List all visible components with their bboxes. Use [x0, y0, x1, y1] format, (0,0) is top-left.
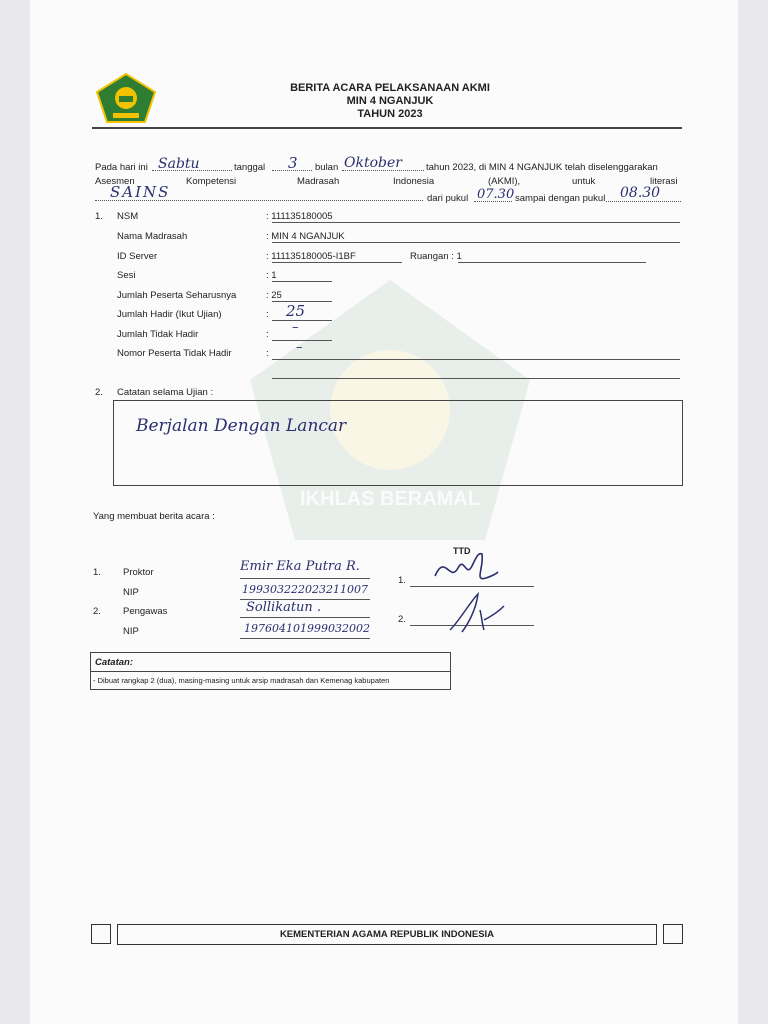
pukul-dari-value: 07.30	[477, 187, 515, 202]
pengawas-name-line	[240, 617, 370, 618]
row-line-sesi	[272, 281, 332, 282]
catatan-text: - Dibuat rangkap 2 (dua), masing-masing untuk arsip madrasah dan Kemenag kabupaten	[93, 676, 390, 685]
row-line-nama	[272, 242, 680, 243]
row-label-nomor-tidak-hadir: Nomor Peserta Tidak Hadir	[117, 348, 232, 359]
catatan-ujian-note: Berjalan Dengan Lancar	[136, 416, 347, 436]
signature-proktor	[430, 548, 500, 590]
intro-word-indonesia: Indonesia	[393, 176, 435, 187]
pengawas-nip: 197604101999032002	[244, 622, 370, 635]
row-label-seharusnya: Jumlah Peserta Seharusnya	[117, 290, 237, 301]
section2-number: 2.	[95, 387, 103, 398]
pengawas-nip-label: NIP	[123, 626, 139, 637]
proktor-label: Proktor	[123, 567, 154, 578]
row-value-nsm: : 111135180005	[266, 211, 333, 222]
bulan-value: Oktober	[344, 155, 402, 171]
row-label-nama: Nama Madrasah	[117, 231, 188, 242]
header-rule	[92, 127, 682, 129]
literasi-value: SAINS	[110, 183, 171, 201]
pukul-sampai-line	[606, 201, 681, 202]
proktor-name: Emir Eka Putra R.	[240, 559, 360, 574]
title-line-2: MIN 4 NGANJUK	[346, 95, 434, 107]
nomor-tidak-hadir-hand-value: –	[296, 340, 303, 355]
intro-word-akmi: (AKMI),	[488, 176, 521, 187]
row-label-hadir: Jumlah Hadir (Ikut Ujian)	[117, 309, 222, 320]
proktor-nip: 199303222023211007	[242, 583, 368, 596]
catatan-divider	[90, 671, 450, 672]
intro-text-2: tanggal	[234, 162, 266, 173]
section1-number: 1.	[95, 211, 103, 222]
intro-word-madrasah: Madrasah	[297, 176, 340, 187]
row-value-seharusnya: : 25	[266, 290, 282, 301]
row-line-nsm	[272, 222, 680, 223]
proktor-nip-label: NIP	[123, 587, 139, 598]
row-value-nama: : MIN 4 NGANJUK	[266, 231, 345, 242]
intro-text-4: tahun 2023, di MIN 4 NGANJUK telah diselenggarakan	[426, 162, 658, 173]
tidak-hadir-hand-value: –	[292, 320, 299, 335]
kemenag-logo	[95, 72, 157, 124]
row-value-idserver: : 111135180005-I1BF	[266, 251, 356, 262]
row-line-nomor-2	[272, 378, 680, 379]
title-line-1: BERITA ACARA PELAKSANAAN AKMI	[290, 82, 490, 94]
row-value-nomor-tidak-hadir: :	[266, 348, 269, 359]
proktor-name-line	[240, 578, 370, 579]
pembuat-label: Yang membuat berita acara :	[93, 511, 215, 522]
footer-square-left	[91, 924, 111, 944]
watermark-motto: IKHLAS BERAMAL	[300, 488, 480, 510]
row-line-hadir	[272, 320, 332, 321]
intro-text-6: sampai dengan pukul	[515, 193, 606, 204]
footer-square-right	[663, 924, 683, 944]
intro-word-literasi: literasi	[650, 176, 678, 187]
hadir-hand-value: 25	[286, 302, 306, 320]
signature-2-number: 2.	[398, 614, 406, 625]
intro-text-1: Pada hari ini	[95, 162, 148, 173]
row-label-tidak-hadir: Jumlah Tidak Hadir	[117, 329, 199, 340]
pengawas-label: Pengawas	[123, 606, 168, 617]
title-line-3: TAHUN 2023	[357, 108, 423, 120]
row-value-hadir: :	[266, 309, 269, 320]
row-label-sesi: Sesi	[117, 270, 136, 281]
signature-1-number: 1.	[398, 575, 406, 586]
row-label-nsm: NSM	[117, 211, 139, 222]
row-line-ruangan	[458, 262, 646, 263]
row-line-nomor-1	[272, 359, 680, 360]
pengawas-number: 2.	[93, 606, 101, 617]
intro-text-5: dari pukul	[427, 193, 469, 204]
row-value-sesi: : 1	[266, 270, 277, 281]
row-value-tidak-hadir: :	[266, 329, 269, 340]
intro-text-3: bulan	[315, 162, 339, 173]
catatan-ujian-box	[113, 400, 683, 486]
pengawas-name: Sollikatun .	[246, 600, 322, 615]
catatan-title: Catatan:	[95, 657, 134, 668]
tanggal-value: 3	[288, 154, 298, 172]
ruangan-value: Ruangan : 1	[410, 251, 462, 262]
hari-value: Sabtu	[158, 156, 200, 172]
pengawas-nip-line	[240, 638, 370, 639]
row-line-idserver	[272, 262, 402, 263]
intro-word-untuk: untuk	[572, 176, 596, 187]
pukul-sampai-value: 08.30	[620, 185, 661, 201]
proktor-number: 1.	[93, 567, 101, 578]
signature-pengawas	[440, 590, 510, 636]
section2-label: Catatan selama Ujian :	[117, 387, 214, 398]
intro-word-asesmen: Asesmen	[95, 176, 135, 187]
ttd-label: TTD	[453, 546, 471, 556]
footer-text: KEMENTERIAN AGAMA REPUBLIK INDONESIA	[279, 929, 495, 940]
intro-word-kompetensi: Kompetensi	[186, 176, 237, 187]
row-label-idserver: ID Server	[117, 251, 158, 262]
